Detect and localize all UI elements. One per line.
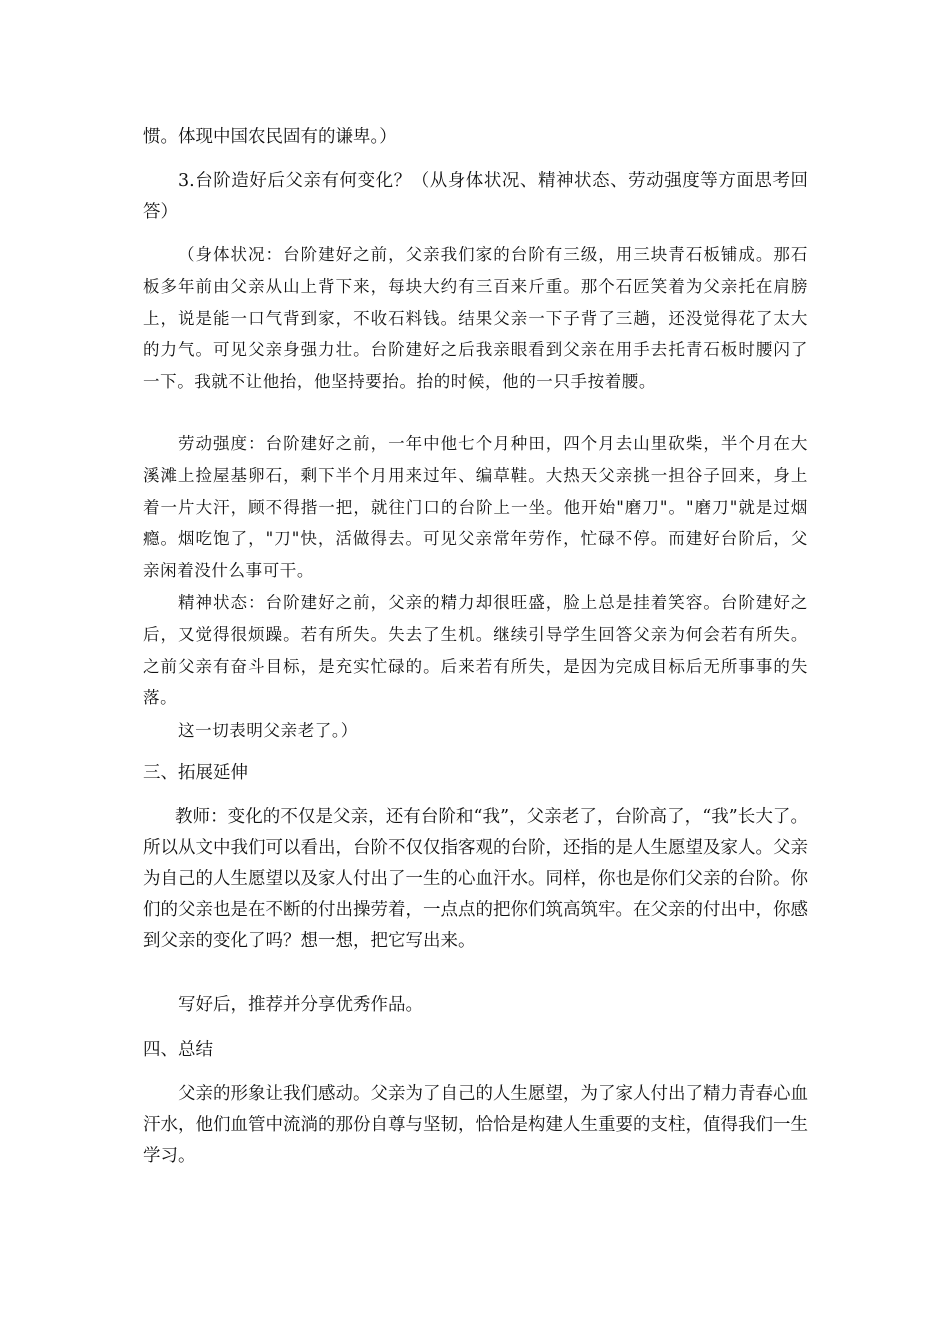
section-heading-extension: 三、拓展延伸 (143, 763, 248, 783)
answer-labor-intensity: 劳动强度：台阶建好之前，一年中他七个月种田，四个月去山里砍柴，半个月在大溪滩上捡屋基卵石，剩下半个月用来过年、编草鞋。大热天父亲挑一担谷子回来，身上着一片大汗，顾不得揩一把，就往门口的台阶上一坐。他开始"磨刀"。"磨刀"就是过烟瘾。烟吃饱了，"刀"快，活做得去。可见父亲常年劳作，忙碌不停。而建好台阶后，父亲闲着没什么事可干。 (143, 434, 808, 581)
summary-paragraph: 父亲的形象让我们感动。父亲为了自己的人生愿望，为了家人付出了精力青春心血汗水，他们血管中流淌的那份自尊与坚韧，恰恰是构建人生重要的支柱，值得我们一生学习。 (143, 1084, 808, 1166)
paragraph-continuation: 惯。体现中国农民固有的谦卑。） (143, 127, 397, 147)
section-heading-summary: 四、总结 (143, 1040, 213, 1060)
question-3: 3.台阶造好后父亲有何变化？（从身体状况、精神状态、劳动强度等方面思考回答） (143, 171, 808, 222)
answer-physical-condition: （身体状况：台阶建好之前，父亲我们家的台阶有三级，用三块青石板铺成。那石板多年前由父亲从山上背下来，每块大约有三百来斤重。那个石匠笑着为父亲托在肩膀上，说是能一口气背到家，不收石料钱。结果父亲一下子背了三趟，还没觉得花了太大的力气。可见父亲身强力壮。台阶建好之后我亲眼看到父亲在用手去托青石板时腰闪了一下。我就不让他抬，他坚持要抬。抬的时候，他的一只手按着腰。 (143, 245, 808, 392)
answer-mental-state: 精神状态：台阶建好之前，父亲的精力却很旺盛，脸上总是挂着笑容。台阶建好之后，又觉得很烦躁。若有所失。失去了生机。继续引导学生回答父亲为何会若有所失。之前父亲有奋斗目标，是充实忙碌的。后来若有所失，是因为完成目标后无所事事的失落。 (143, 593, 808, 708)
answer-conclusion: 这一切表明父亲老了。） (178, 721, 358, 740)
teacher-paragraph: 教师：变化的不仅是父亲，还有台阶和“我”，父亲老了，台阶高了，“我”长大了。所以从文中我们可以看出，台阶不仅仅指客观的台阶，还指的是人生愿望及家人。父亲为自己的人生愿望以及家人付出了一生的心血汗水。同样，你也是你们父亲的台阶。你们的父亲也是在不断的付出操劳着，一点点的把你们筑高筑牢。在父亲的付出中，你感到父亲的变化了吗？想一想，把它写出来。 (143, 807, 808, 951)
share-instruction: 写好后，推荐并分享优秀作品。 (178, 995, 423, 1015)
